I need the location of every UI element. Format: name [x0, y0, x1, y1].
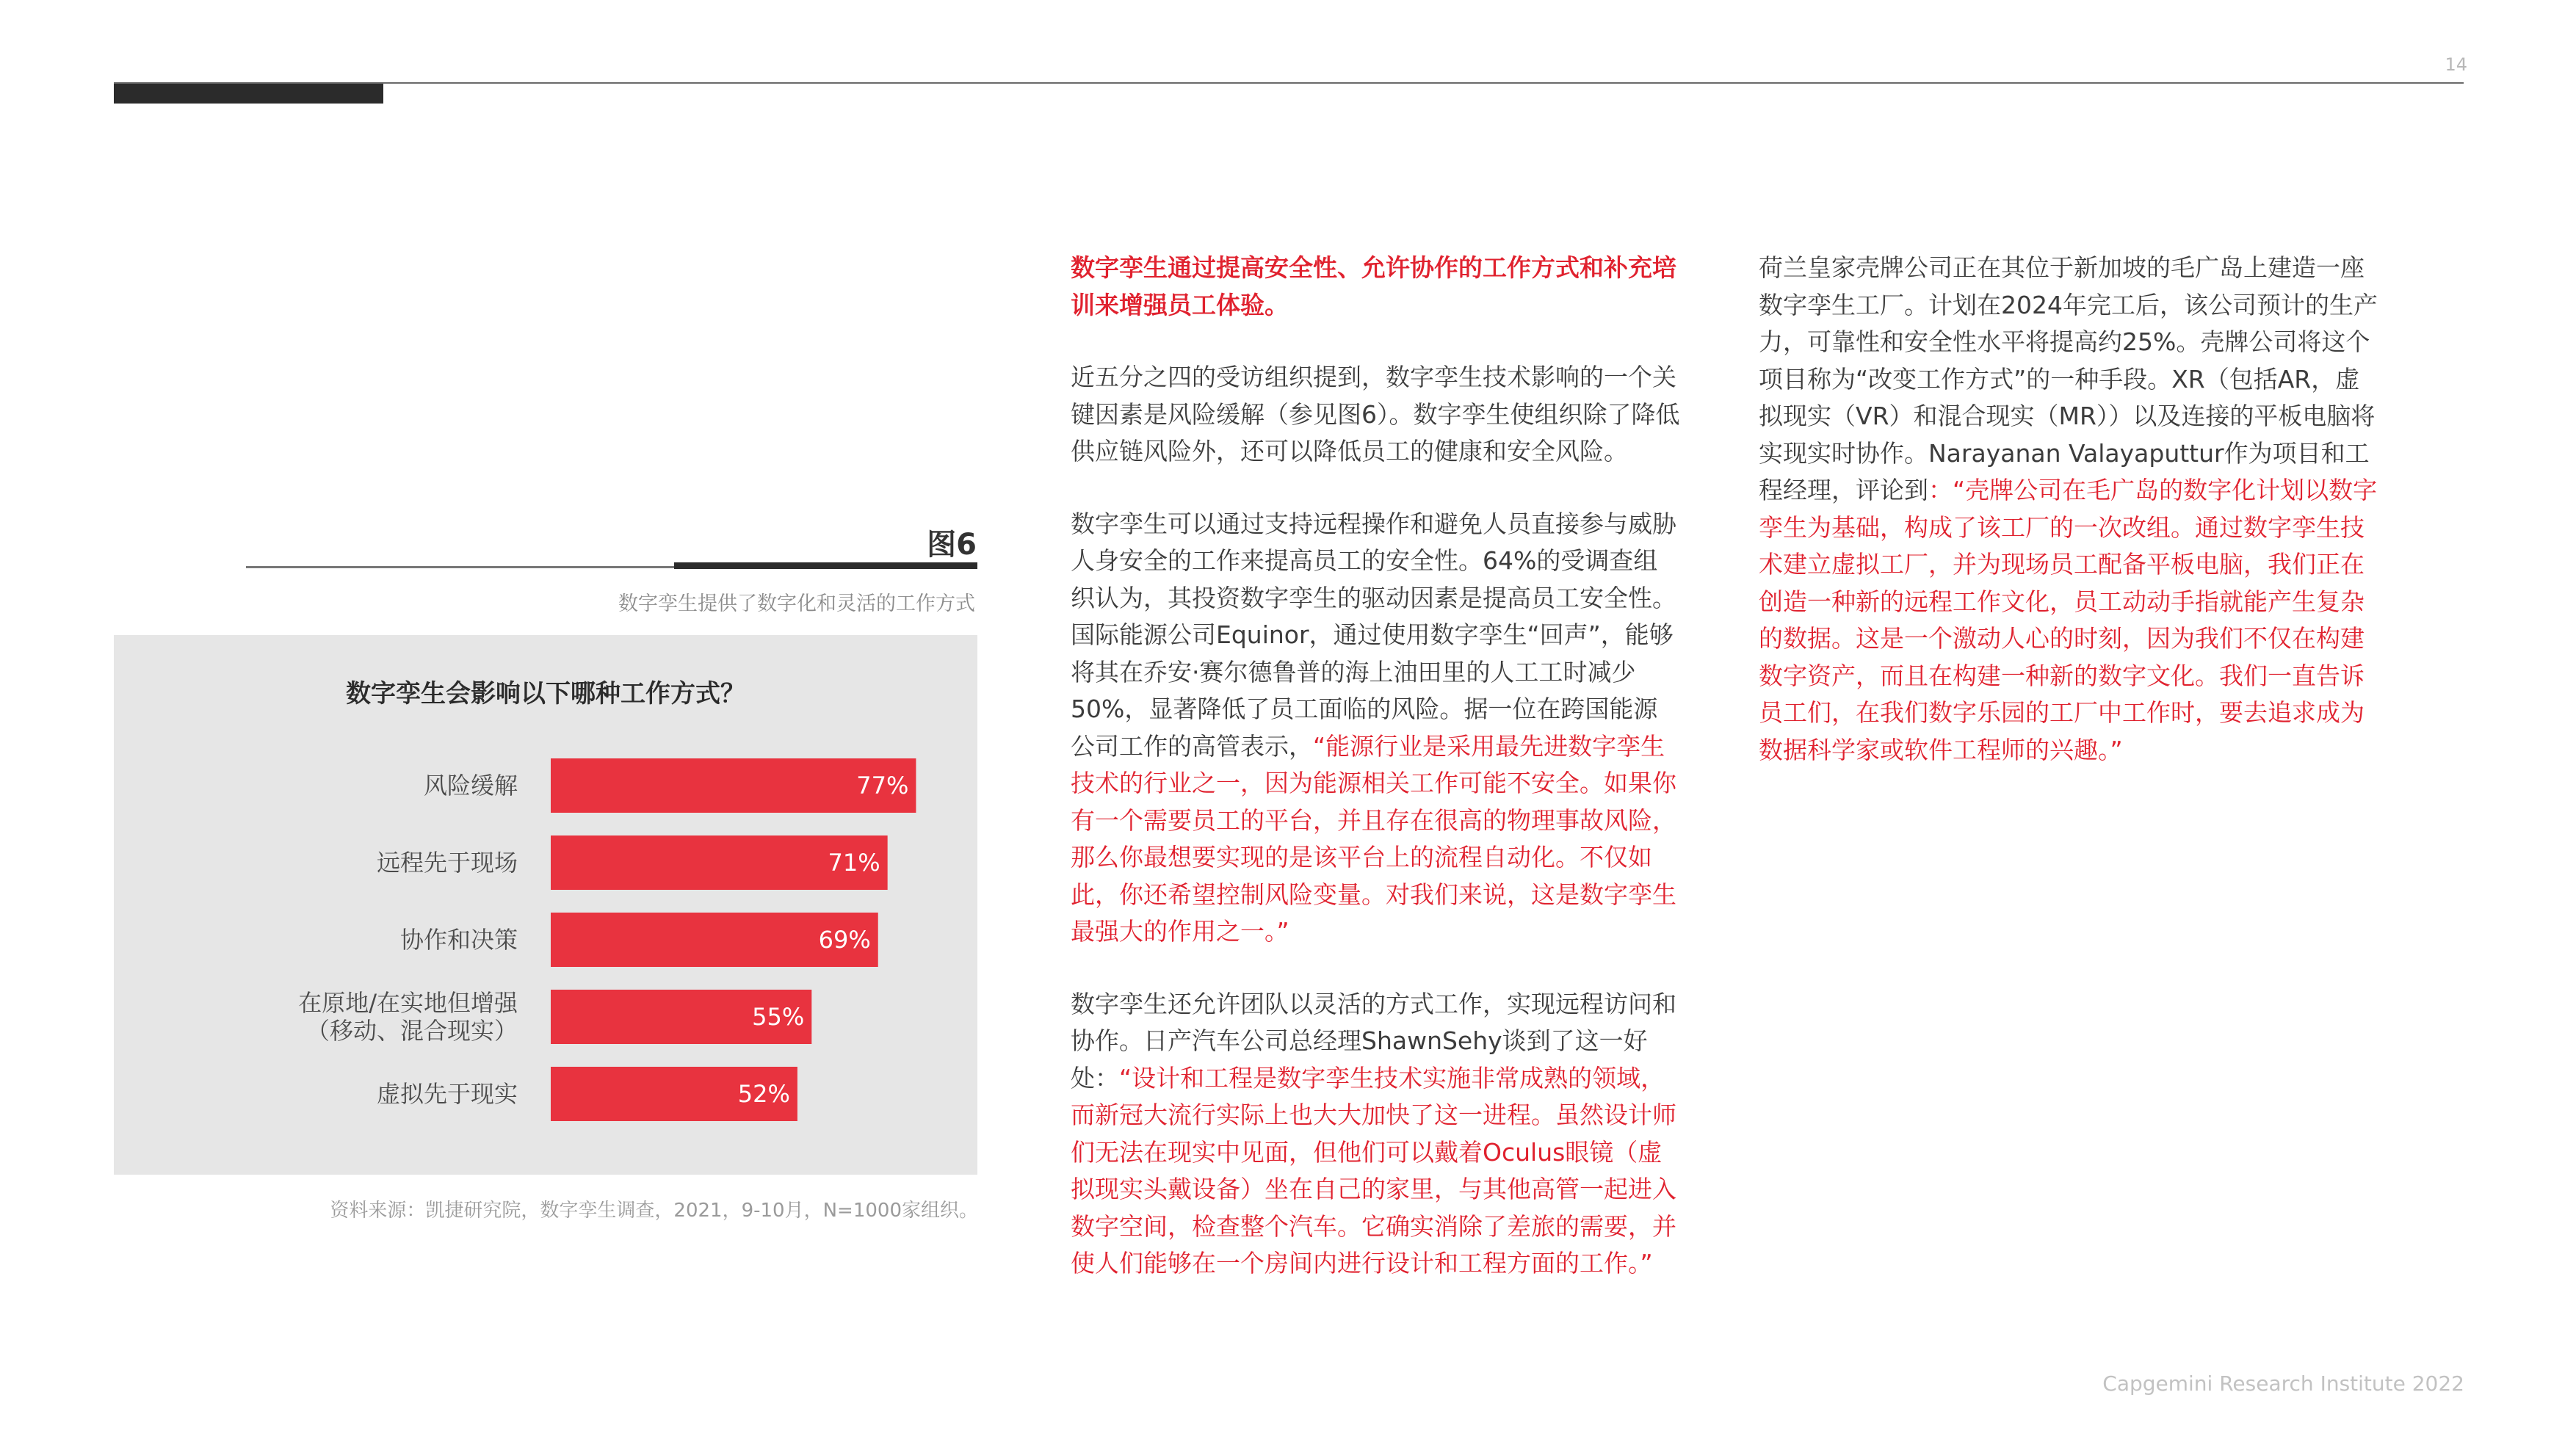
paragraph-text: 荷兰皇家壳牌公司正在其位于新加坡的毛广岛上建造一座数字孪生工厂。计划在2024年完工后，该公司预计的生产力，可靠性和安全性水平将提高约25%。壳牌公司将这个项目称为“改变工作方式”的一种手段。XR（包括AR，虚拟现实（VR）和混合现实（MR））以及连接的平板电脑将实现实时协作。Narayanan Valayaputtur作为项目和工程经理，评论到 — [1759, 253, 2378, 504]
chart-panel — [114, 635, 977, 1175]
text-column-right — [1759, 250, 2383, 769]
bar-chart — [114, 635, 977, 1175]
figure-source: 资料来源：凯捷研究院，数字孪生调查，2021，9-10月，N=1000家组织。 — [330, 1200, 978, 1222]
bar-value-label: 69% — [818, 926, 871, 954]
bar-value-label: 52% — [737, 1080, 790, 1108]
page-number: 14 — [2445, 54, 2467, 75]
chart-title: 数字孪生会影响以下哪种工作方式？ — [346, 679, 745, 708]
section-heading: 数字孪生通过提高安全性、允许协作的工作方式和补充培训来增强员工体验。 — [1071, 253, 1676, 319]
bar-value-label: 71% — [828, 849, 880, 877]
paragraph-text: 数字孪生可以通过支持远程操作和避免人员直接参与威胁人身安全的工作来提高员工的安全性。64%的受调查组织认为，其投资数字孪生的驱动因素是提高员工安全性。国际能源公司Equinor，通过使用数字孪生“回声”，能够将其在乔安·赛尔德鲁普的海上油田里的人工工时减少50%，显著降低了员工面临的风险。据一位在跨国能源公司工作的高管表示， — [1071, 509, 1676, 761]
footer-credit: Capgemini Research Institute 2022 — [2102, 1371, 2464, 1396]
category-label: 在原地/在实地但增强 — [298, 989, 518, 1017]
quote-text: “能源行业是采用最先进数字孪生技术的行业之一，因为能源相关工作可能不安全。如果你有一个需要员工的平台，并且存在很高的物理事故风险，那么你最想要实现的是该平台上的流程自动化。不仅如此，你还希望控制风险变量。对我们来说，这是数字孪生最强大的作用之一。” — [1071, 731, 1676, 946]
category-label: （移动、混合现实） — [305, 1017, 518, 1045]
paragraph — [1071, 986, 1680, 1283]
category-label: 协作和决策 — [399, 926, 518, 954]
bar-value-label: 55% — [752, 1003, 805, 1031]
text-column-middle — [1071, 250, 1680, 1318]
top-accent-bar — [114, 84, 383, 104]
category-label: 风险缓解 — [423, 772, 518, 800]
figure-label: 图6 — [927, 528, 977, 562]
category-label: 远程先于现场 — [376, 849, 518, 877]
bar-value-label: 77% — [856, 772, 909, 800]
paragraph-text: 数字孪生还允许团队以灵活的方式工作，实现远程访问和协作。日产汽车公司总经理ShawnSehy谈到了这一好处： — [1071, 989, 1676, 1092]
figure-subtitle: 数字孪生提供了数字化和灵活的工作方式 — [618, 592, 975, 615]
quote-text: ：“壳牌公司在毛广岛的数字化计划以数字孪生为基础，构成了该工厂的一次改组。通过数字孪生技术建立虚拟工厂，并为现场员工配备平板电脑，我们正在创造一种新的远程工作文化，员工动动手指就能产生复杂的数据。这是一个激动人心的时刻，因为我们不仅在构建数字资产，而且在构建一种新的数字文化。我们一直告诉员工们，在我们数字乐园的工厂中工作时，要去追求成为数据科学家或软件工程师的兴趣。” — [1759, 476, 2378, 764]
category-label: 虚拟先于现实 — [376, 1080, 518, 1108]
paragraph: 近五分之四的受访组织提到，数字孪生技术影响的一个关键因素是风险缓解（参见图6）。数字孪生使组织除了降低供应链风险外，还可以降低员工的健康和安全风险。 — [1071, 363, 1680, 465]
paragraph — [1759, 250, 2383, 769]
figure-rule-accent — [674, 562, 977, 569]
top-rule — [114, 82, 2464, 84]
paragraph — [1071, 506, 1680, 951]
quote-text: “设计和工程是数字孪生技术实施非常成熟的领域，而新冠大流行实际上也大大加快了这一进程。虽然设计师们无法在现实中见面，但他们可以戴着Oculus眼镜（虚拟现实头戴设备）坐在自己的家里，与其他高管一起进入数字空间，检查整个汽车。它确实消除了差旅的需要，并使人们能够在一个房间内进行设计和工程方面的工作。” — [1071, 1063, 1676, 1277]
